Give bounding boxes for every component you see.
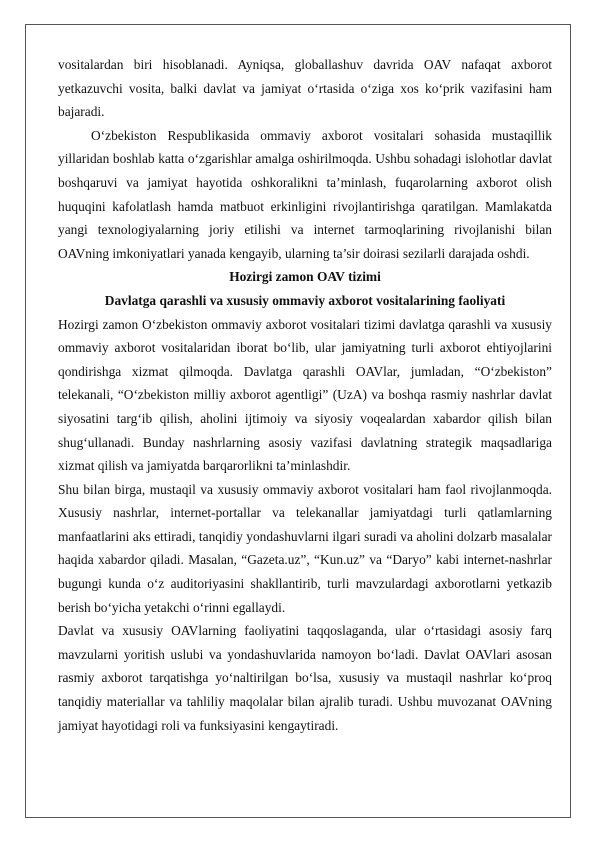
paragraph-private-media: Shu bilan birga, mustaqil va xususiy ommaviy axborot vositalari ham faol rivojlanmoqda. Xususiy nashrlar, internet-portallar va telekanallar jamiyatdagi turli qatlamlarning manfaatlarini aks ettiradi, tanqidiy yondashuvlarni ilgari suradi va aholini dolzarb masalalar haqida xabardor qiladi. Masalan, “Gazeta.uz”, “Kun.uz” va “Daryo” kabi internet-nashrlar bugungi kunda o‘z auditoriyasini shakllantirib, turli mavzulardagi axborotlarni yetkazib berish bo‘yicha yetakchi o‘rinni egallaydi. xyxy=(58,481,552,615)
paragraph-reforms: O‘zbekiston Respublikasida ommaviy axborot vositalari sohasida mustaqillik yillaridan boshlab katta o‘zgarishlar amalga oshirilmoqda. Ushbu sohadagi islohotlar davlat boshqaruvi va jamiyat hayotida oshkoralikni ta’minlash, fuqarolarning axborot olish huquqini kafolatlash hamda matbuot erkinligini rivojlantirishga qaratilgan. Mamlakatda yangi texnologiyalarning joriy etilishi va internet tarmoqlarining rivojlanishi bilan OAVning imkoniyatlari yanada kengayib, ularning ta’sir doirasi sezilarli darajada oshdi. xyxy=(58,127,552,261)
document-body xyxy=(58,53,552,737)
paragraph-comparison: Davlat va xususiy OAVlarning faoliyatini taqqoslaganda, ular o‘rtasidagi asosiy farq mavzularni yoritish uslubi va yondashuvlarida namoyon bo‘ladi. Davlat OAVlari asosan rasmiy axborot tarqatishga yo‘naltirilgan bo‘lsa, xususiy va mustaqil nashrlar ko‘proq tanqidiy materiallar va tahliliy maqolalar bilan ajralib turadi. Ushbu muvozanat OAVning jamiyat hayotidagi roli va funksiyasini kengaytiradi. xyxy=(58,623,552,733)
section-subheading: Davlatga qarashli va xususiy ommaviy axborot vositalarining faoliyati xyxy=(104,292,506,308)
paragraph-state-media: Hozirgi zamon O‘zbekiston ommaviy axborot vositalari tizimi davlatga qarashli va xususiy ommaviy axborot vositalaridan iborat bo‘lib, ular jamiyatning turli axborot ehtiyojlarini qondirishga xizmat qilmoqda. Davlatga qarashli OAVlar, jumladan, “O‘zbekiston” telekanali, “O‘zbekiston milliy axborot agentligi” (UzA) va boshqa rasmiy nashrlar davlat siyosatini targ‘ib qilish, aholini ijtimoiy va siyosiy voqealardan xabardor qilish bilan shug‘ullanadi. Bunday nashrlarning asosiy vazifasi davlatning strategik maqsadlariga xizmat qilish va jamiyatda barqarorlikni ta’minlashdir. xyxy=(58,316,552,474)
paragraph-intro-continued: vositalardan biri hisoblanadi. Ayniqsa, globallashuv davrida OAV nafaqat axborot yetkazuvchi vosita, balki davlat va jamiyat o‘rtasida o‘ziga xos ko‘prik vazifasini ham bajaradi. xyxy=(58,57,552,120)
section-heading: Hozirgi zamon OAV tizimi xyxy=(229,269,381,285)
